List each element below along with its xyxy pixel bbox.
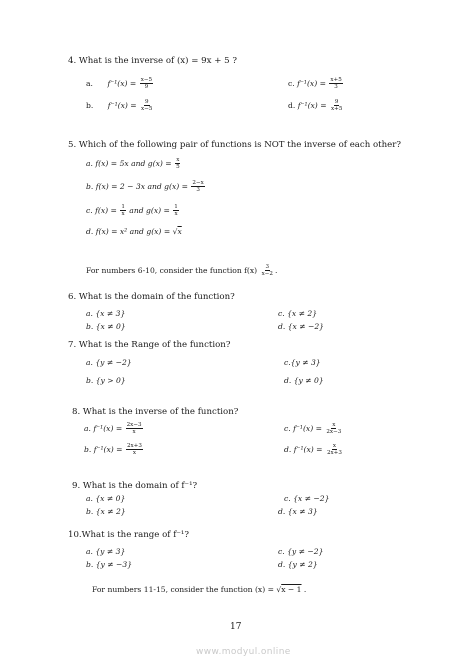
- question-5-stem: 5. Which of the following pair of functions is NOT the inverse of each other?: [68, 140, 401, 150]
- q8-option-b[interactable]: [84, 443, 144, 457]
- q7-option-d[interactable]: d. {y ≠ 0}: [284, 376, 324, 385]
- q4-option-a[interactable]: [86, 77, 154, 91]
- q6-option-d[interactable]: d. {x ≠ −2}: [278, 322, 325, 331]
- fraction: [140, 77, 153, 91]
- denominator: 3: [334, 84, 338, 91]
- page-number: 17: [230, 622, 242, 632]
- fraction: [191, 180, 204, 194]
- fraction: [175, 157, 181, 171]
- denominator: 5: [176, 164, 180, 171]
- q4-option-d[interactable]: [288, 99, 344, 113]
- denominator: x: [132, 429, 136, 436]
- denominator: x+5: [330, 106, 343, 113]
- denominator: 9: [144, 84, 149, 91]
- question-10-stem: 10.What is the range of f⁻¹?: [68, 530, 189, 540]
- fraction: [330, 99, 343, 113]
- note-text: For numbers 11-15, consider the function (x) = √: [92, 585, 282, 594]
- numerator: 2x+3: [126, 443, 142, 449]
- fraction: [126, 422, 143, 436]
- instruction-note-11-15: [92, 585, 306, 594]
- denominator: x: [121, 211, 125, 218]
- option-letter: a.: [86, 78, 93, 88]
- q8-option-d[interactable]: [284, 443, 344, 457]
- option-lhs: a. f⁻¹(x) =: [84, 423, 123, 433]
- q7-option-b[interactable]: b. {y > 0}: [86, 376, 126, 385]
- option-lhs: d. f⁻¹(x) =: [284, 444, 323, 454]
- numerator: 1: [121, 204, 125, 210]
- q10-option-d[interactable]: d. {y ≠ 2}: [278, 560, 318, 569]
- numerator: x: [176, 157, 180, 163]
- numerator: 9: [334, 99, 339, 105]
- question-6-stem: 6. What is the domain of the function?: [68, 292, 235, 302]
- question-7-stem: 7. What is the Range of the function?: [68, 340, 231, 350]
- q9-option-d[interactable]: d. {x ≠ 3}: [278, 507, 318, 516]
- q10-option-c[interactable]: c. {y ≠ −2}: [278, 547, 324, 556]
- question-9-stem: 9. What is the domain of f⁻¹?: [72, 481, 198, 491]
- option-lhs: f⁻¹(x) =: [297, 78, 326, 88]
- fraction: [329, 77, 342, 91]
- q10-option-b[interactable]: b. {y ≠ −3}: [86, 560, 133, 569]
- q10-option-a[interactable]: a. {y ≠ 3}: [86, 547, 126, 556]
- numerator: x−5: [140, 77, 153, 83]
- q6-option-c[interactable]: c. {x ≠ 2}: [278, 309, 318, 318]
- q6-option-a[interactable]: a. {x ≠ 3}: [86, 309, 126, 318]
- watermark: www.modyul.online: [196, 647, 291, 657]
- denominator: 3: [196, 187, 200, 194]
- fraction: [173, 204, 179, 218]
- numerator: 2−x: [192, 180, 204, 186]
- numerator: 3: [265, 264, 270, 270]
- note-end: .: [301, 585, 307, 594]
- q5-option-d[interactable]: [86, 227, 182, 236]
- denominator: x: [174, 211, 178, 218]
- option-letter: c.: [288, 78, 295, 88]
- denominator: x−5: [141, 106, 153, 113]
- denominator: 2x−3: [326, 429, 342, 436]
- q9-option-b[interactable]: b. {x ≠ 2}: [86, 507, 126, 516]
- option-lhs: c. f⁻¹(x) =: [284, 423, 322, 433]
- q5-option-c[interactable]: [86, 204, 180, 218]
- q7-option-c[interactable]: c.{y ≠ 3}: [284, 358, 321, 367]
- option-text: and g(x) =: [129, 205, 170, 215]
- q4-option-b[interactable]: [86, 99, 154, 113]
- q9-option-a[interactable]: a. {x ≠ 0}: [86, 494, 126, 503]
- option-text: a. f(x) = 5x and g(x) =: [86, 158, 172, 168]
- question-8-stem: 8. What is the inverse of the function?: [72, 407, 239, 417]
- denominator: 2x+3: [326, 450, 342, 457]
- q8-option-a[interactable]: [84, 422, 144, 436]
- q7-option-a[interactable]: a. {y ≠ −2}: [86, 358, 132, 367]
- fraction: [126, 443, 143, 457]
- option-text: b. f(x) = 2 − 3x and g(x) =: [86, 181, 188, 191]
- denominator: x−2: [261, 271, 273, 278]
- numerator: 9: [144, 99, 149, 105]
- q8-option-c[interactable]: [284, 422, 343, 436]
- option-lhs: b. f⁻¹(x) =: [84, 444, 123, 454]
- option-letter: b.: [86, 100, 94, 110]
- fraction: [326, 443, 343, 457]
- numerator: 2x−3: [126, 422, 142, 428]
- fraction: [261, 264, 274, 278]
- denominator: x: [132, 450, 137, 457]
- instruction-note-6-10: [86, 264, 277, 278]
- q9-option-c[interactable]: c. {x ≠ −2}: [284, 494, 330, 503]
- numerator: x: [332, 443, 337, 449]
- radicand: x − 1: [281, 585, 302, 594]
- note-text: For numbers 6-10, consider the function f(x): [86, 265, 258, 275]
- numerator: 1: [174, 204, 178, 210]
- fraction: [325, 422, 342, 436]
- fraction: [120, 204, 126, 218]
- option-text: c. f(x) =: [86, 205, 117, 215]
- option-lhs: f⁻¹(x) =: [107, 78, 137, 88]
- option-letter: d.: [288, 100, 296, 110]
- option-lhs: f⁻¹(x) =: [107, 100, 137, 110]
- fraction: [140, 99, 153, 113]
- question-4-stem: 4. What is the inverse of (x) = 9x + 5 ?: [68, 56, 237, 66]
- option-lhs: f⁻¹(x) =: [297, 100, 327, 110]
- q5-option-a[interactable]: [86, 157, 182, 171]
- q5-option-b[interactable]: [86, 180, 206, 194]
- numerator: x+5: [330, 77, 342, 83]
- option-text: d. f(x) = x² and g(x) = √: [86, 227, 178, 236]
- q4-option-c[interactable]: [288, 77, 344, 91]
- numerator: x: [332, 422, 336, 428]
- q6-option-b[interactable]: b. {x ≠ 0}: [86, 322, 126, 331]
- note-end: .: [274, 265, 278, 275]
- radicand: x: [177, 227, 182, 236]
